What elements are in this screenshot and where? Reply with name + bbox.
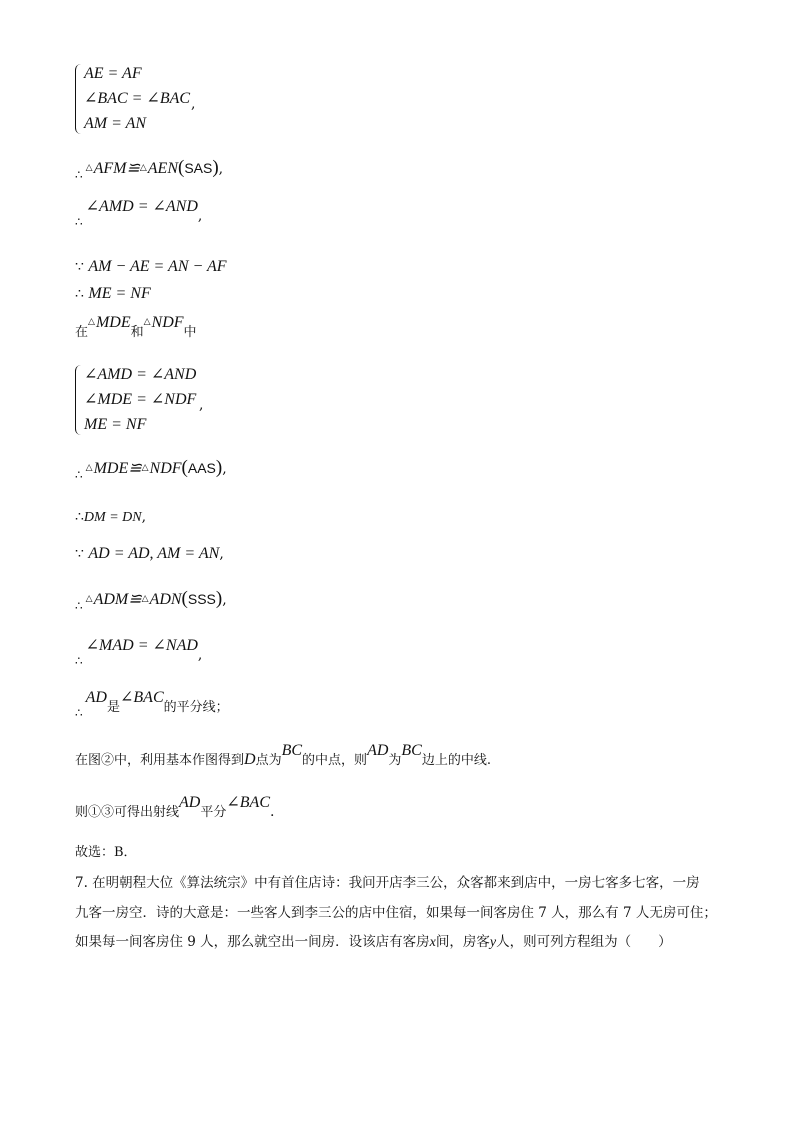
equation: AD = AD, AM = AN <box>88 545 220 562</box>
system-row: ∠BAC = ∠BAC <box>84 90 191 107</box>
triangle-icon: △ <box>85 593 93 603</box>
therefore-symbol: ∴ <box>75 168 83 182</box>
proof-step-adm-adn: ∴△ADM≌△ADN(SSS), <box>75 588 227 613</box>
congruence-method: AAS <box>187 460 216 476</box>
text: 间，房客 <box>435 934 490 950</box>
therefore-symbol: ∴ <box>75 286 84 302</box>
system-row: ME = NF <box>84 416 147 433</box>
text: 人，则可列方程组为（ ） <box>496 934 672 950</box>
comma: , <box>197 208 203 224</box>
variable: y <box>489 935 497 950</box>
therefore-symbol: ∴ <box>75 468 83 482</box>
question-7-line-2: 九客一房空．诗的大意是：一些客人到李三公的店中住宿，如果每一间客房住 7 人，那么有 7 人无房可住； <box>75 905 717 921</box>
figure-2-explanation <box>75 742 491 771</box>
comma: , <box>197 647 203 663</box>
triangle-icon: △ <box>143 316 151 326</box>
triangle-icon: △ <box>139 162 147 172</box>
proof-step-amd-and <box>75 198 203 229</box>
comma: , <box>219 546 224 562</box>
comma: , <box>191 96 196 112</box>
therefore-symbol: ∴ <box>75 599 83 613</box>
text: 点为 <box>255 753 282 768</box>
proof-step-in-triangles <box>75 314 197 343</box>
variable: x <box>429 935 436 950</box>
comma: , <box>222 461 227 477</box>
congruence-right: AEN <box>147 160 178 177</box>
equation: ∠AMD = ∠AND <box>85 198 198 215</box>
text: 中 <box>183 325 197 340</box>
text: 平分 <box>200 805 227 820</box>
therefore-symbol: ∴ <box>75 706 83 720</box>
comma: , <box>199 397 204 413</box>
proof-step-me-nf <box>75 284 151 304</box>
system-row: ∠MDE = ∠NDF <box>84 391 197 408</box>
therefore-symbol: ∴ <box>75 509 84 525</box>
text: . <box>269 804 275 820</box>
comma: , <box>141 509 147 525</box>
triangle-icon: △ <box>85 462 93 472</box>
congruence-method: SAS <box>184 160 213 176</box>
math-term: ∠BAC <box>226 794 270 811</box>
text: 为 <box>388 753 402 768</box>
comma: , <box>218 161 224 177</box>
congruence-right: NDF <box>149 460 182 477</box>
proof-step-because <box>75 257 227 277</box>
equation: ∠MAD = ∠NAD <box>85 637 198 654</box>
left-brace <box>75 64 82 134</box>
triangle-icon: △ <box>141 593 149 603</box>
text: 如果每一间客房住 9 人，那么就空出一间房．设该店有客房 <box>75 934 430 950</box>
text: 则①③可得出射线 <box>75 805 180 820</box>
proof-step-afm-aen: ∴△AFM≌△AEN(SAS), <box>75 157 224 182</box>
answer-choice: 故选：B． <box>75 845 137 860</box>
congruence-left: AFM≌ <box>93 160 140 177</box>
equation: DM = DN <box>83 510 142 525</box>
question-7-line-1: 7. 在明朝程大位《算法统宗》中有首住店诗：我问开店李三公，众客都来到店中，一房七客多七客，一房 <box>75 875 700 891</box>
final-conclusion <box>75 794 275 823</box>
math-term: BC <box>401 742 422 759</box>
math-term: D <box>244 751 256 768</box>
therefore-symbol: ∴ <box>75 215 83 229</box>
triangle-icon: △ <box>88 316 95 326</box>
text: 在 <box>75 325 89 340</box>
math-term: AD <box>85 689 107 706</box>
text: 是 <box>106 700 120 715</box>
triangle-name: NDF <box>151 314 184 331</box>
congruence-method: SSS <box>187 591 216 607</box>
congruence-right: ADN <box>149 591 182 608</box>
text: 边上的中线. <box>421 753 491 768</box>
question-7-line-3 <box>75 932 672 953</box>
proof-step-mde-ndf: ∴△MDE≌△NDF(AAS), <box>75 457 227 482</box>
text: 的中点，则 <box>302 753 368 768</box>
text: 和 <box>130 325 144 340</box>
triangle-icon: △ <box>85 162 93 172</box>
triangle-icon: △ <box>141 462 149 472</box>
therefore-symbol: ∴ <box>75 654 83 668</box>
math-term: AD <box>179 794 201 811</box>
proof-step-dm-dn <box>75 507 146 528</box>
text: 在图②中，利用基本作图得到 <box>75 753 245 768</box>
because-symbol: ∵ <box>75 259 84 275</box>
proof-conclusion-bisector <box>75 689 229 720</box>
text: 的平分线； <box>163 700 229 715</box>
system-row: AM = AN <box>84 115 147 132</box>
equation: AM − AE = AN − AF <box>88 258 227 275</box>
proof-step-mad-nad <box>75 637 203 668</box>
equation: ME = NF <box>88 285 151 302</box>
math-term: ∠BAC <box>119 689 164 706</box>
because-symbol: ∵ <box>75 546 84 562</box>
system-row: ∠AMD = ∠AND <box>84 366 197 383</box>
comma: , <box>222 592 227 608</box>
math-term: BC <box>281 742 303 759</box>
congruence-left: ADM≌ <box>93 591 142 608</box>
proof-step-ad-am <box>75 544 224 564</box>
math-term: AD <box>367 742 389 759</box>
system-row: AE = AF <box>84 65 142 82</box>
congruence-left: MDE≌ <box>93 460 142 477</box>
left-brace <box>75 365 82 435</box>
triangle-name: MDE <box>95 314 131 331</box>
